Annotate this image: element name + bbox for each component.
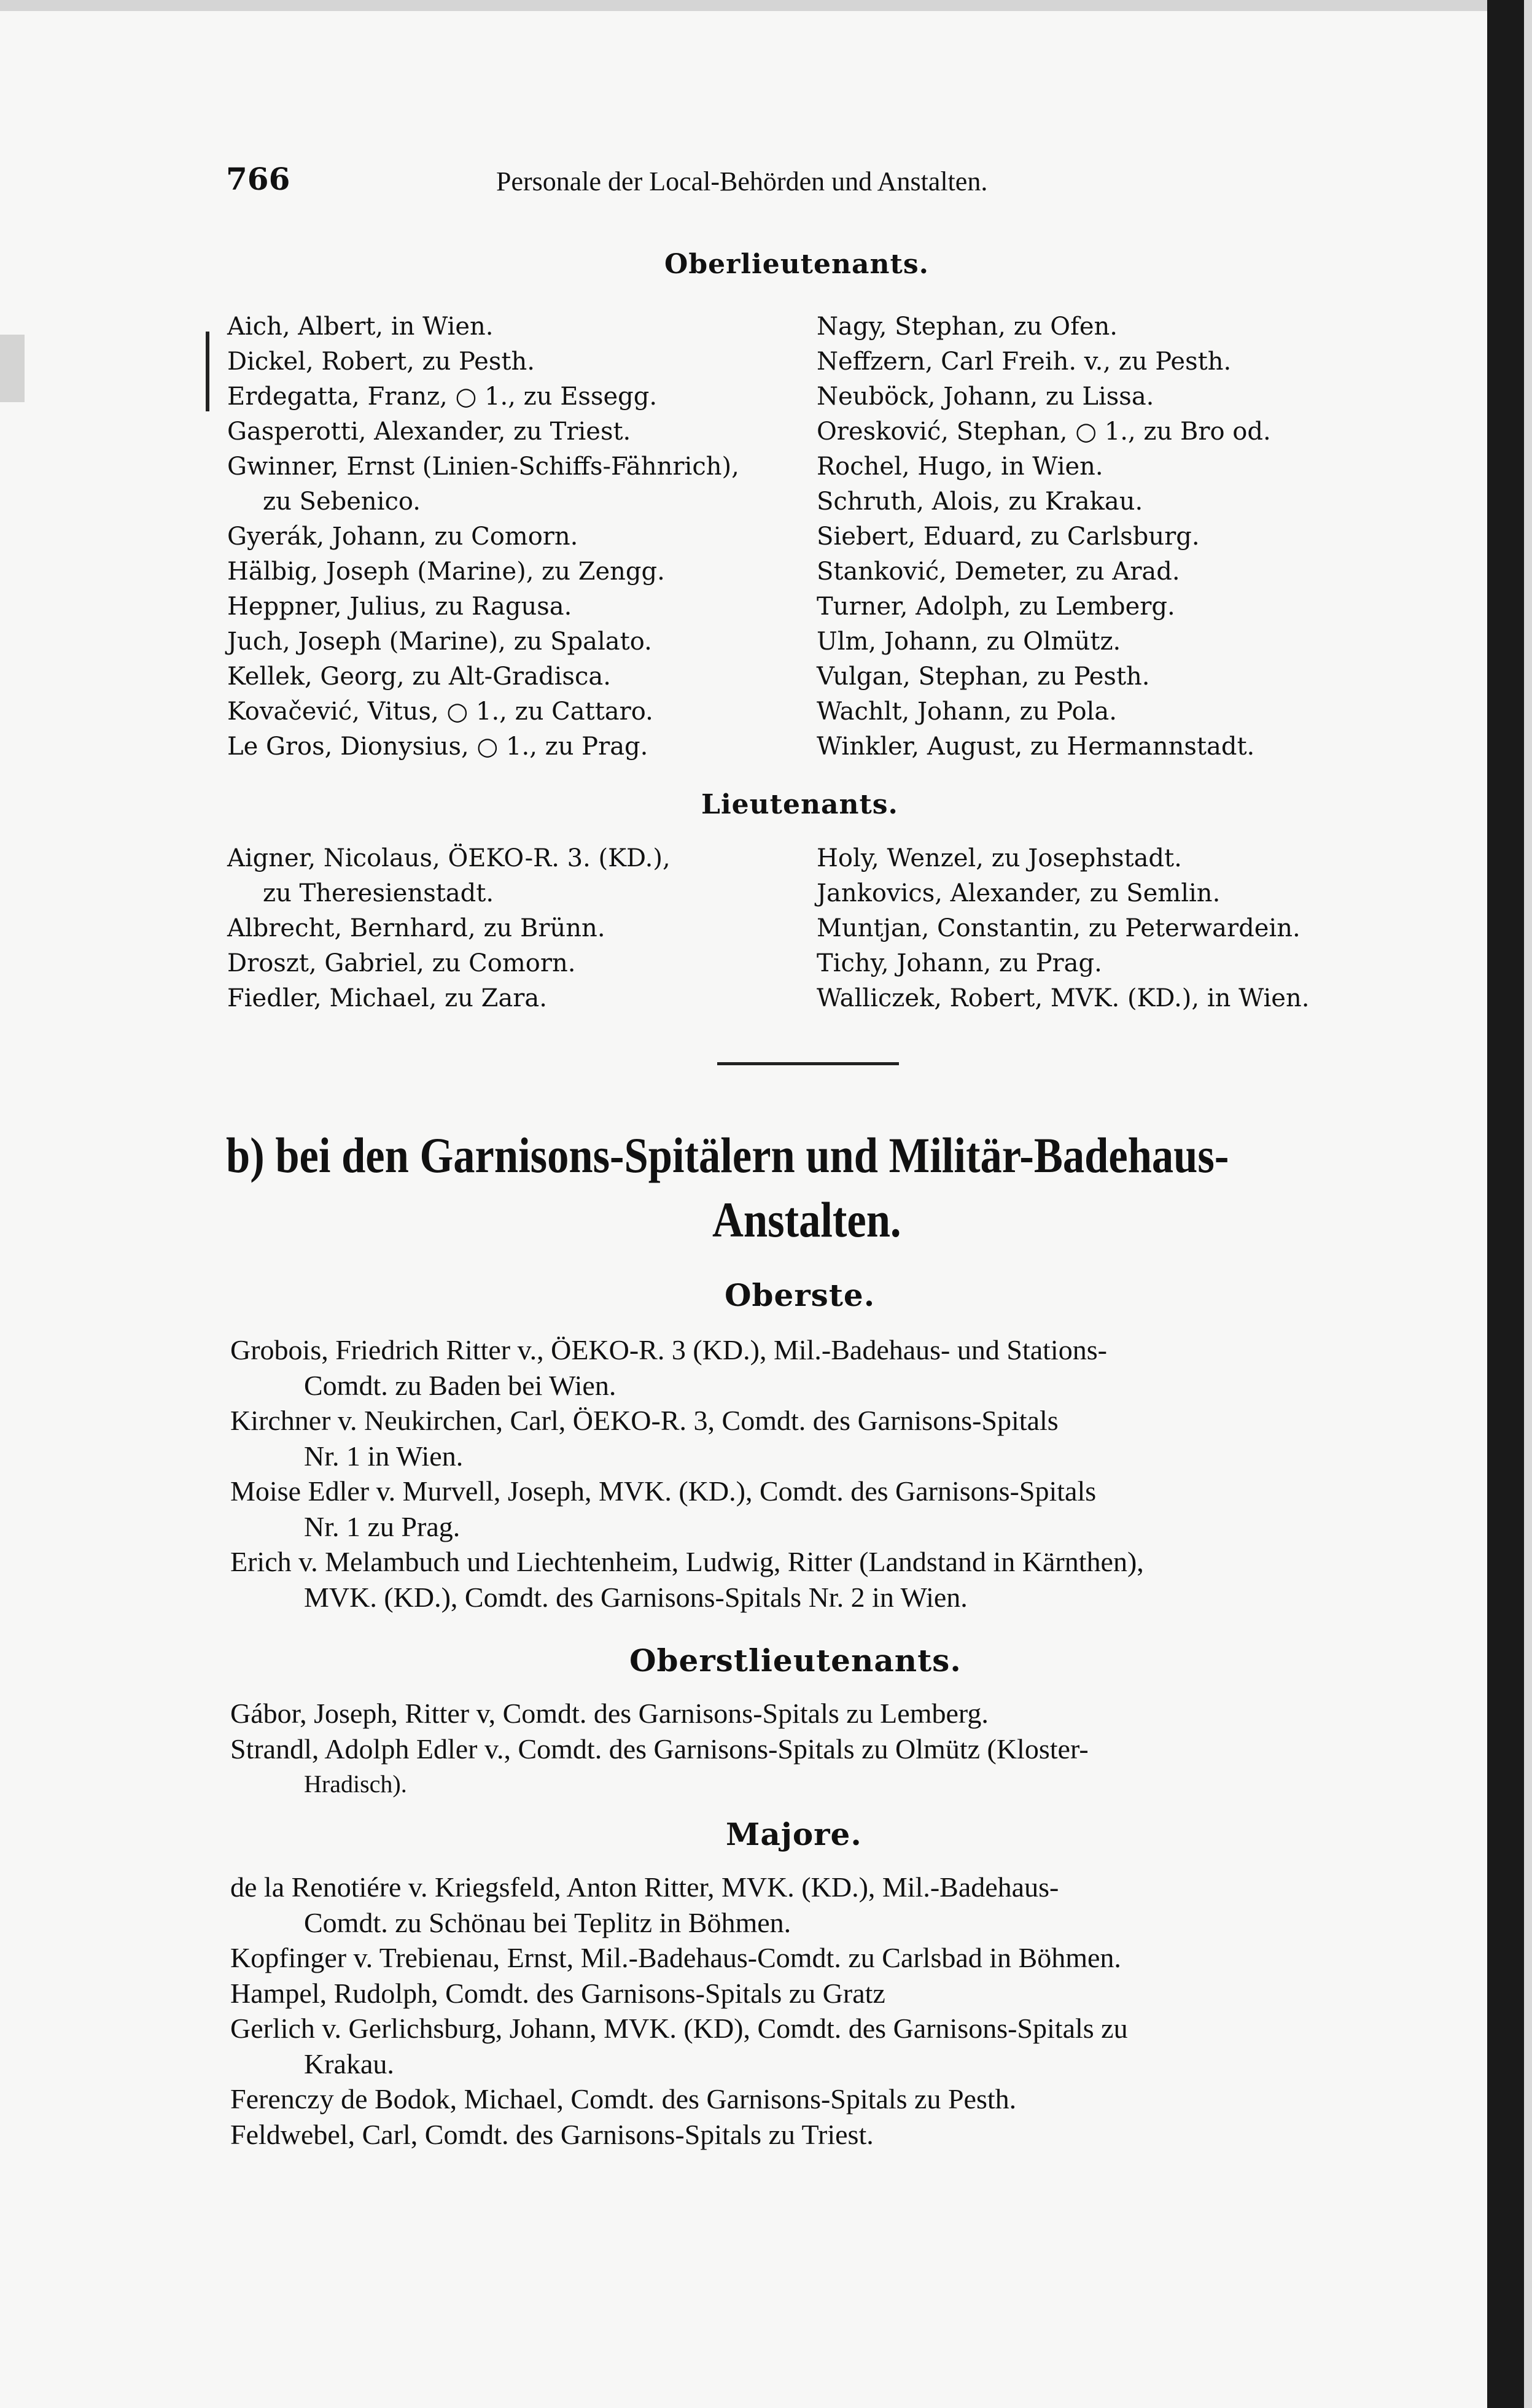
list-item: de la Renotiére v. Kriegsfeld, Anton Ritter, MVK. (KD.), Mil.-Badehaus- Comdt. zu Schönau bei Teplitz in Böhmen. <box>230 1871 1059 1938</box>
list-item: Hampel, Rudolph, Comdt. des Garnisons-Spitals zu Gratz <box>230 1977 885 2009</box>
scan-smudge <box>0 335 25 402</box>
page-number: 766 <box>226 161 290 197</box>
list-item: Stanković, Demeter, zu Arad. <box>817 557 1180 586</box>
list-item: Dickel, Robert, zu Pesth. <box>227 348 535 376</box>
oberlieutenants-left-column <box>227 309 739 764</box>
list-item: Kopfinger v. Trebienau, Ernst, Mil.-Badehaus-Comdt. zu Carlsbad in Böhmen. <box>230 1942 1121 1973</box>
section-b-title-line2: Anstalten. <box>712 1192 901 1248</box>
list-item: Albrecht, Bernhard, zu Brünn. <box>227 914 605 942</box>
page-top-edge <box>0 0 1487 11</box>
list-item: Ferenczy de Bodok, Michael, Comdt. des Garnisons-Spitals zu Pesth. <box>230 2083 1017 2115</box>
list-item: Nagy, Stephan, zu Ofen. <box>817 313 1118 341</box>
lieutenants-right-column <box>817 841 1309 1016</box>
list-item: Fiedler, Michael, zu Zara. <box>227 984 547 1012</box>
list-item: Gwinner, Ernst (Linien-Schiffs-Fähnrich), <box>227 452 739 481</box>
section-divider <box>717 1062 899 1065</box>
section-title-lieutenants: Lieutenants. <box>701 789 898 820</box>
list-item: Feldwebel, Carl, Comdt. des Garnisons-Spitals zu Triest. <box>230 2118 874 2150</box>
list-item: Juch, Joseph (Marine), zu Spalato. <box>227 627 652 656</box>
section-title-oberlieutenants: Oberlieutenants. <box>664 249 929 280</box>
section-title-oberstlieutenants: Oberstlieutenants. <box>629 1642 962 1679</box>
section-b-title-line1: b) bei den Garnisons-Spitälern und Militär-Badehaus- <box>226 1127 1229 1183</box>
running-title: Personale der Local-Behörden und Anstalten. <box>496 166 988 196</box>
list-item: Neuböck, Johann, zu Lissa. <box>817 383 1154 411</box>
oberstlieutenants-list <box>230 1696 1385 1802</box>
list-item: Neffzern, Carl Freih. v., zu Pesth. <box>817 348 1232 376</box>
page-binding-edge <box>1487 0 1524 2408</box>
list-item: Heppner, Julius, zu Ragusa. <box>227 592 572 621</box>
list-item: zu Sebenico. <box>263 487 421 516</box>
list-item: Grobois, Friedrich Ritter v., ÖEKO-R. 3 (KD.), Mil.-Badehaus- und Stations- Comdt. zu Baden bei Wien. <box>230 1334 1107 1401</box>
list-item: Droszt, Gabriel, zu Comorn. <box>227 949 576 977</box>
list-item: Turner, Adolph, zu Lemberg. <box>817 592 1175 621</box>
oberste-list <box>230 1332 1385 1615</box>
list-item: Moise Edler v. Murvell, Joseph, MVK. (KD.), Comdt. des Garnisons-Spitals Nr. 1 zu Prag. <box>230 1475 1097 1542</box>
page-outer-edge <box>1524 0 1532 2408</box>
list-item: Kellek, Georg, zu Alt-Gradisca. <box>227 662 611 691</box>
list-item: Gasperotti, Alexander, zu Triest. <box>227 418 631 446</box>
list-item: Erdegatta, Franz, ○ 1., zu Essegg. <box>227 383 658 411</box>
list-item: Ulm, Johann, zu Olmütz. <box>817 627 1121 656</box>
section-title-oberste: Oberste. <box>725 1277 876 1313</box>
list-item: Kovačević, Vitus, ○ 1., zu Cattaro. <box>227 697 653 726</box>
list-item: Siebert, Eduard, zu Carlsburg. <box>817 522 1200 551</box>
list-item: Winkler, August, zu Hermannstadt. <box>817 732 1255 761</box>
list-item: Walliczek, Robert, MVK. (KD.), in Wien. <box>817 984 1310 1012</box>
list-item: Erich v. Melambuch und Liechtenheim, Ludwig, Ritter (Landstand in Kärnthen), MVK. (KD.), Comdt. des Garnisons-Spitals Nr. 2 in Wien. <box>230 1546 1144 1613</box>
list-item: Oresković, Stephan, ○ 1., zu Bro od. <box>817 418 1271 446</box>
list-item: Gyerák, Johann, zu Comorn. <box>227 522 578 551</box>
list-item: zu Theresienstadt. <box>263 879 494 907</box>
page-header <box>226 161 1331 204</box>
list-item: Muntjan, Constantin, zu Peterwardein. <box>817 914 1301 942</box>
list-item: Jankovics, Alexander, zu Semlin. <box>817 879 1221 907</box>
list-item: Holy, Wenzel, zu Josephstadt. <box>817 844 1182 872</box>
list-item: Strandl, Adolph Edler v., Comdt. des Garnisons-Spitals zu Olmütz (Kloster- Hradisch). <box>230 1733 1089 1798</box>
section-title-majore: Majore. <box>726 1816 862 1852</box>
list-item: Vulgan, Stephan, zu Pesth. <box>817 662 1150 691</box>
lieutenants-left-column <box>227 841 671 1016</box>
margin-mark <box>206 332 209 411</box>
list-item: Gábor, Joseph, Ritter v, Comdt. des Garnisons-Spitals zu Lemberg. <box>230 1698 989 1729</box>
list-item: Le Gros, Dionysius, ○ 1., zu Prag. <box>227 732 648 761</box>
list-item: Wachlt, Johann, zu Pola. <box>817 697 1117 726</box>
list-item: Gerlich v. Gerlichsburg, Johann, MVK. (KD), Comdt. des Garnisons-Spitals zu Krakau. <box>230 2013 1128 2080</box>
oberlieutenants-right-column <box>817 309 1271 764</box>
list-item: Aich, Albert, in Wien. <box>227 313 494 341</box>
list-item: Tichy, Johann, zu Prag. <box>817 949 1102 977</box>
list-item: Aigner, Nicolaus, ÖEKO-R. 3. (KD.), <box>227 844 671 872</box>
list-item: Rochel, Hugo, in Wien. <box>817 452 1103 481</box>
list-item: Schruth, Alois, zu Krakau. <box>817 487 1143 516</box>
majore-list <box>230 1870 1385 2152</box>
list-item: Hälbig, Joseph (Marine), zu Zengg. <box>227 557 665 586</box>
list-item: Kirchner v. Neukirchen, Carl, ÖEKO-R. 3, Comdt. des Garnisons-Spitals Nr. 1 in Wien. <box>230 1405 1059 1472</box>
